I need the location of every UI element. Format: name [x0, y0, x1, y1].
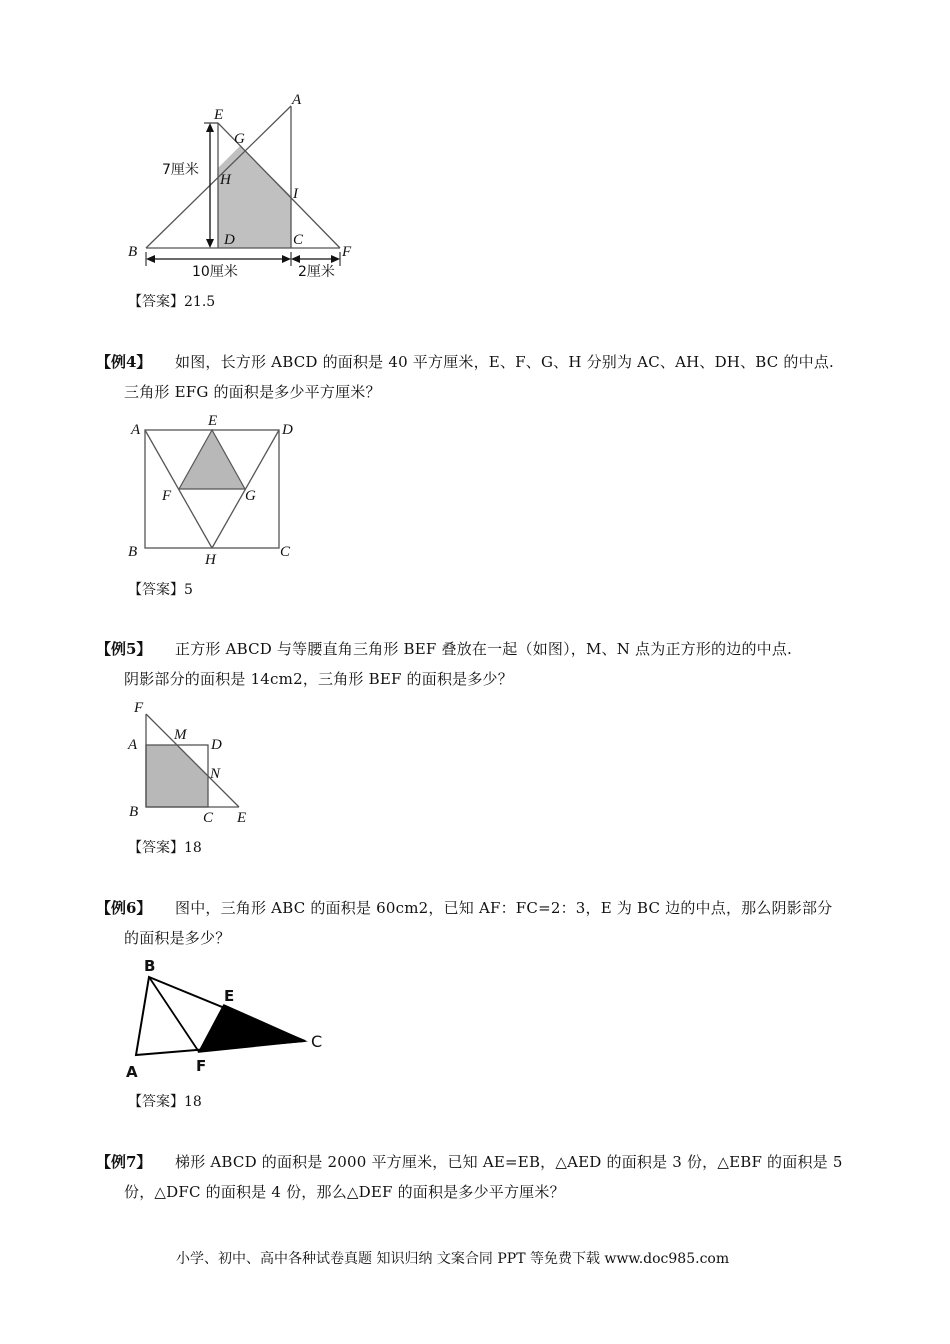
label-d: D	[211, 737, 222, 753]
label-c: C	[293, 232, 304, 248]
shaded-triangle-efg	[179, 430, 245, 489]
label-b: B	[129, 804, 139, 820]
label-c: C	[203, 810, 214, 826]
example6-text-line1: 图中，三角形 ABC 的面积是 60cm2，已知 AF：FC=2：3，E 为 BC 边的中点，那么阴影部分	[175, 899, 833, 917]
label-f: F	[342, 244, 352, 260]
label-f: F	[134, 700, 144, 716]
label-b: B	[128, 244, 138, 260]
label-a: A	[128, 737, 138, 753]
label-e: E	[237, 810, 247, 826]
answer-example4: 【答案】5	[128, 582, 193, 598]
figure-example3	[120, 90, 370, 285]
label-d: D	[282, 422, 293, 438]
dim-base: 10厘米	[192, 264, 238, 280]
label-a: A	[126, 1063, 138, 1081]
shaded-region	[146, 745, 208, 807]
example4-tag: 【例4】	[96, 353, 152, 371]
label-b: B	[128, 544, 138, 560]
figure-example4	[125, 410, 315, 570]
label-e: E	[224, 987, 235, 1005]
label-e: E	[208, 413, 218, 429]
label-d: D	[224, 232, 235, 248]
label-b: B	[144, 957, 156, 975]
label-f: F	[196, 1057, 207, 1075]
example7-tag: 【例7】	[96, 1153, 152, 1171]
dim-ext: 2厘米	[298, 264, 335, 280]
label-a: A	[131, 422, 141, 438]
label-g: G	[234, 131, 245, 147]
label-f: F	[162, 488, 172, 504]
example6-text-line2: 的面积是多少？	[124, 929, 231, 947]
example7-text-line2: 份，△DFC 的面积是 4 份，那么△DEF 的面积是多少平方厘米？	[124, 1183, 565, 1201]
answer-example6: 【答案】18	[128, 1094, 202, 1110]
example5-tag: 【例5】	[96, 640, 152, 658]
label-i: I	[293, 186, 298, 202]
label-c: C	[311, 1032, 323, 1051]
answer-example3: 【答案】21.5	[128, 294, 216, 310]
example7-text-line1: 梯形 ABCD 的面积是 2000 平方厘米，已知 AE=EB，△AED 的面积是 3 份，△EBF 的面积是 5	[175, 1153, 843, 1171]
answer-example5: 【答案】18	[128, 840, 202, 856]
label-m: M	[174, 727, 187, 743]
label-c: C	[280, 544, 291, 560]
label-g: G	[245, 488, 256, 504]
label-a: A	[292, 92, 302, 108]
label-h: H	[205, 552, 216, 568]
example5-text-line2: 阴影部分的面积是 14cm2，三角形 BEF 的面积是多少？	[124, 670, 513, 688]
example4-text-line1: 如图，长方形 ABCD 的面积是 40 平方厘米，E、F、G、H 分别为 AC、AH、DH、BC 的中点.	[175, 353, 835, 371]
figure-example5	[125, 698, 260, 828]
example4-text-line2: 三角形 EFG 的面积是多少平方厘米？	[124, 383, 381, 401]
page-footer: 小学、初中、高中各种试卷真题 知识归纳 文案合同 PPT 等免费下载 www.doc985.com	[176, 1251, 730, 1267]
example6-tag: 【例6】	[96, 899, 152, 917]
label-e: E	[214, 107, 224, 123]
label-h: H	[220, 172, 231, 188]
dim-height: 7厘米	[162, 162, 199, 178]
figure-example6	[122, 955, 332, 1085]
label-n: N	[210, 766, 221, 782]
example5-text-line1: 正方形 ABCD 与等腰直角三角形 BEF 叠放在一起（如图），M、N 点为正方形的边的中点.	[175, 640, 793, 658]
